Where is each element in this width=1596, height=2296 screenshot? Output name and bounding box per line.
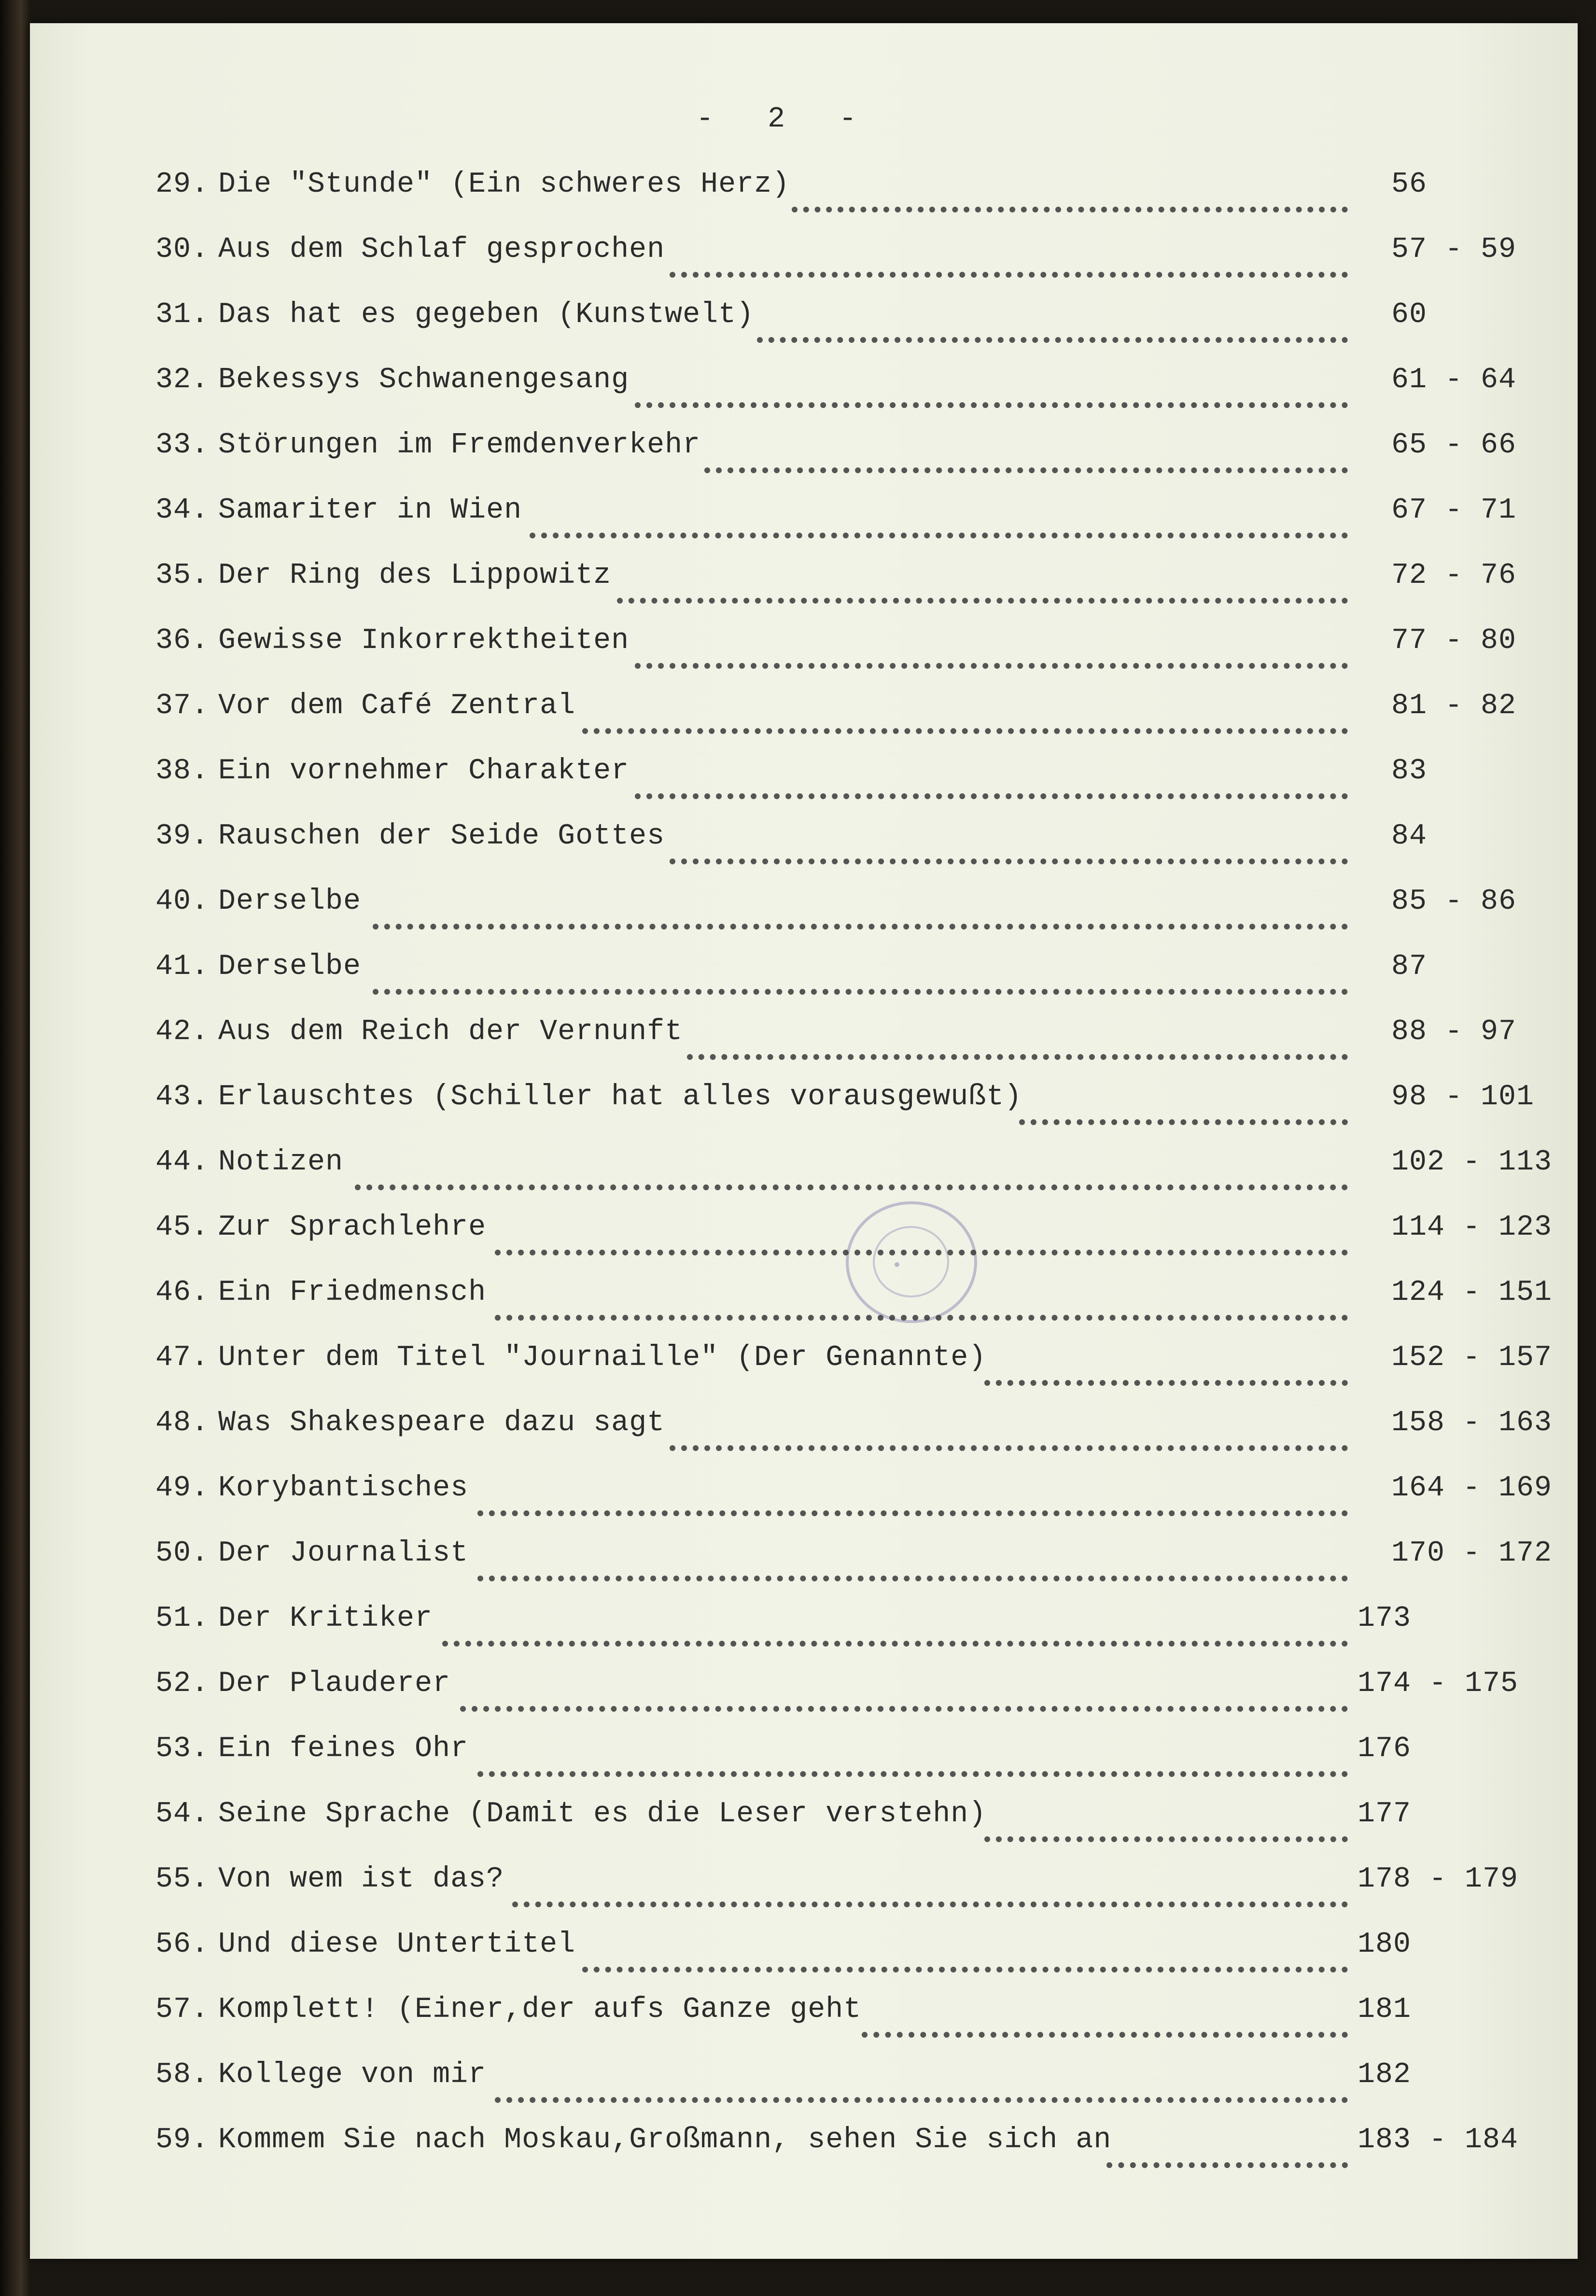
toc-entry-title: Und diese Untertitel <box>218 1928 576 1961</box>
toc-entry-number: 31. <box>155 298 210 331</box>
toc-leader-dots <box>460 1667 1348 1712</box>
toc-entry-pages: 181 <box>1358 1993 1412 2026</box>
toc-entry <box>126 950 1551 1015</box>
toc-entry-number: 48. <box>155 1407 210 1439</box>
toc-entry-pages: 61 - 64 <box>1391 364 1517 396</box>
toc-entry-pages: 124 - 151 <box>1391 1276 1553 1309</box>
toc-entry-number: 53. <box>155 1733 210 1765</box>
toc-leader-dots <box>582 1928 1348 1972</box>
toc-entry-title: Die "Stunde" (Ein schweres Herz) <box>218 168 790 201</box>
toc-entry-pages: 56 <box>1391 168 1428 201</box>
toc-leader-dots <box>512 1863 1348 1907</box>
toc-entry-pages: 114 - 123 <box>1391 1211 1553 1244</box>
toc-entry-number: 40. <box>155 885 210 918</box>
toc-entry-title: Erlauschtes (Schiller hat alles vorausgewußt) <box>218 1081 1022 1113</box>
toc-entry-title: Samariter in Wien <box>218 494 522 527</box>
toc-entry-pages: 84 <box>1391 820 1428 853</box>
toc-entry-title: Aus dem Reich der Vernunft <box>218 1015 683 1048</box>
toc-leader-dots <box>984 1798 1348 1842</box>
toc-entry <box>126 1928 1551 1993</box>
toc-entry <box>126 1407 1551 1472</box>
toc-leader-dots <box>687 1015 1348 1060</box>
toc-entry <box>126 2058 1551 2124</box>
toc-entry-title: Ein feines Ohr <box>218 1733 469 1765</box>
toc-entry-number: 34. <box>155 494 210 527</box>
toc-entry-number: 43. <box>155 1081 210 1113</box>
toc-entry-pages: 178 - 179 <box>1358 1863 1519 1896</box>
toc-entry-pages: 72 - 76 <box>1391 559 1517 592</box>
toc-entry-pages: 85 - 86 <box>1391 885 1517 918</box>
toc-entry-title: Vor dem Café Zentral <box>218 690 576 722</box>
toc-entry-title: Kollege von mir <box>218 2058 487 2091</box>
toc-entry <box>126 1667 1551 1733</box>
toc-entry-number: 32. <box>155 364 210 396</box>
toc-leader-dots <box>373 885 1348 930</box>
toc-entry-number: 49. <box>155 1472 210 1505</box>
toc-entry-title: Bekessys Schwanengesang <box>218 364 630 396</box>
toc-leader-dots <box>477 1537 1348 1581</box>
toc-entry-title: Gewisse Inkorrektheiten <box>218 624 630 657</box>
toc-entry <box>126 1472 1551 1537</box>
toc-entry-number: 58. <box>155 2058 210 2091</box>
toc-entry-pages: 102 - 113 <box>1391 1146 1553 1179</box>
toc-entry <box>126 168 1551 233</box>
toc-entry <box>126 1993 1551 2058</box>
toc-entry <box>126 1798 1551 1863</box>
toc-entry-number: 47. <box>155 1341 210 1374</box>
table-of-contents <box>126 168 1551 2189</box>
toc-entry-number: 42. <box>155 1015 210 1048</box>
toc-entry <box>126 1276 1551 1341</box>
toc-entry-number: 52. <box>155 1667 210 1700</box>
toc-entry <box>126 1733 1551 1798</box>
toc-leader-dots <box>635 624 1348 669</box>
toc-entry-pages: 88 - 97 <box>1391 1015 1517 1048</box>
toc-entry <box>126 820 1551 885</box>
toc-leader-dots <box>477 1472 1348 1516</box>
toc-entry-pages: 183 - 184 <box>1358 2124 1519 2156</box>
page-number: - 2 - <box>696 103 857 136</box>
toc-entry-number: 57. <box>155 1993 210 2026</box>
toc-leader-dots <box>495 2058 1348 2103</box>
toc-entry-number: 59. <box>155 2124 210 2156</box>
toc-entry-title: Störungen im Fremdenverkehr <box>218 429 701 462</box>
toc-entry <box>126 1146 1551 1211</box>
toc-entry <box>126 1341 1551 1407</box>
toc-entry-pages: 173 <box>1358 1602 1412 1635</box>
toc-leader-dots <box>635 755 1348 799</box>
toc-entry-title: Ein Friedmensch <box>218 1276 487 1309</box>
toc-entry-number: 37. <box>155 690 210 722</box>
toc-leader-dots <box>862 1993 1348 2038</box>
toc-entry <box>126 494 1551 559</box>
toc-entry-number: 29. <box>155 168 210 201</box>
toc-entry <box>126 885 1551 950</box>
toc-entry-title: Der Plauderer <box>218 1667 451 1700</box>
toc-entry-pages: 77 - 80 <box>1391 624 1517 657</box>
document-page <box>30 23 1578 2259</box>
toc-entry <box>126 559 1551 624</box>
toc-entry <box>126 1863 1551 1928</box>
toc-entry <box>126 2124 1551 2189</box>
toc-entry-number: 30. <box>155 233 210 266</box>
toc-entry-number: 54. <box>155 1798 210 1831</box>
toc-entry-pages: 98 - 101 <box>1391 1081 1535 1113</box>
toc-entry <box>126 755 1551 820</box>
toc-entry-title: Derselbe <box>218 950 362 983</box>
toc-entry-pages: 57 - 59 <box>1391 233 1517 266</box>
toc-entry-pages: 65 - 66 <box>1391 429 1517 462</box>
toc-entry-number: 45. <box>155 1211 210 1244</box>
toc-entry <box>126 298 1551 364</box>
toc-entry-title: Seine Sprache (Damit es die Leser verstehn) <box>218 1798 987 1831</box>
toc-entry-pages: 83 <box>1391 755 1428 788</box>
toc-entry <box>126 1537 1551 1602</box>
toc-leader-dots <box>495 1211 1348 1255</box>
toc-entry-number: 36. <box>155 624 210 657</box>
toc-leader-dots <box>373 950 1348 995</box>
toc-entry-number: 39. <box>155 820 210 853</box>
toc-entry-pages: 60 <box>1391 298 1428 331</box>
toc-leader-dots <box>477 1733 1348 1777</box>
book-binding-edge <box>0 0 30 2296</box>
toc-leader-dots <box>355 1146 1348 1190</box>
toc-entry-pages: 176 <box>1358 1733 1412 1765</box>
toc-entry-title: Komplett! (Einer,der aufs Ganze geht <box>218 1993 862 2026</box>
toc-leader-dots <box>792 168 1348 212</box>
toc-entry-title: Der Kritiker <box>218 1602 433 1635</box>
toc-leader-dots <box>757 298 1348 343</box>
toc-entry-number: 56. <box>155 1928 210 1961</box>
toc-entry-pages: 180 <box>1358 1928 1412 1961</box>
toc-entry-number: 41. <box>155 950 210 983</box>
toc-entry-number: 50. <box>155 1537 210 1570</box>
toc-entry <box>126 1211 1551 1276</box>
toc-entry <box>126 429 1551 494</box>
toc-entry <box>126 233 1551 298</box>
toc-leader-dots <box>442 1602 1348 1647</box>
toc-leader-dots <box>582 690 1348 734</box>
toc-leader-dots <box>670 233 1348 278</box>
toc-entry-title: Was Shakespeare dazu sagt <box>218 1407 665 1439</box>
toc-leader-dots <box>617 559 1348 604</box>
toc-leader-dots <box>1106 2124 1348 2168</box>
toc-entry-title: Korybantisches <box>218 1472 469 1505</box>
toc-entry-pages: 182 <box>1358 2058 1412 2091</box>
toc-entry-pages: 164 - 169 <box>1391 1472 1553 1505</box>
toc-leader-dots <box>984 1341 1348 1386</box>
toc-entry-pages: 81 - 82 <box>1391 690 1517 722</box>
toc-entry-title: Rauschen der Seide Gottes <box>218 820 665 853</box>
toc-entry <box>126 624 1551 690</box>
toc-entry-title: Kommem Sie nach Moskau,Großmann, sehen Sie sich an <box>218 2124 1112 2156</box>
toc-leader-dots <box>704 429 1348 473</box>
toc-entry-pages: 87 <box>1391 950 1428 983</box>
toc-leader-dots <box>495 1276 1348 1321</box>
toc-entry-number: 44. <box>155 1146 210 1179</box>
toc-leader-dots <box>670 1407 1348 1451</box>
toc-leader-dots <box>1019 1081 1348 1125</box>
toc-entry-title: Von wem ist das? <box>218 1863 504 1896</box>
toc-entry-title: Unter dem Titel "Journaille" (Der Genannte) <box>218 1341 987 1374</box>
toc-entry <box>126 364 1551 429</box>
toc-entry-number: 46. <box>155 1276 210 1309</box>
toc-entry-number: 33. <box>155 429 210 462</box>
toc-leader-dots <box>670 820 1348 864</box>
toc-entry-title: Zur Sprachlehre <box>218 1211 487 1244</box>
toc-entry <box>126 690 1551 755</box>
toc-entry-pages: 158 - 163 <box>1391 1407 1553 1439</box>
toc-entry-title: Der Ring des Lippowitz <box>218 559 612 592</box>
toc-entry-number: 51. <box>155 1602 210 1635</box>
toc-entry-pages: 174 - 175 <box>1358 1667 1519 1700</box>
toc-entry-title: Notizen <box>218 1146 344 1179</box>
toc-entry <box>126 1015 1551 1081</box>
toc-leader-dots <box>530 494 1348 538</box>
toc-entry-pages: 177 <box>1358 1798 1412 1831</box>
toc-entry-number: 38. <box>155 755 210 788</box>
toc-entry <box>126 1602 1551 1667</box>
toc-entry-pages: 152 - 157 <box>1391 1341 1553 1374</box>
toc-entry-title: Aus dem Schlaf gesprochen <box>218 233 665 266</box>
toc-entry-title: Das hat es gegeben (Kunstwelt) <box>218 298 755 331</box>
toc-entry-number: 35. <box>155 559 210 592</box>
toc-leader-dots <box>635 364 1348 408</box>
toc-entry-pages: 170 - 172 <box>1391 1537 1553 1570</box>
toc-entry-title: Der Journalist <box>218 1537 469 1570</box>
toc-entry-pages: 67 - 71 <box>1391 494 1517 527</box>
toc-entry <box>126 1081 1551 1146</box>
toc-entry-title: Derselbe <box>218 885 362 918</box>
toc-entry-number: 55. <box>155 1863 210 1896</box>
toc-entry-title: Ein vornehmer Charakter <box>218 755 630 788</box>
